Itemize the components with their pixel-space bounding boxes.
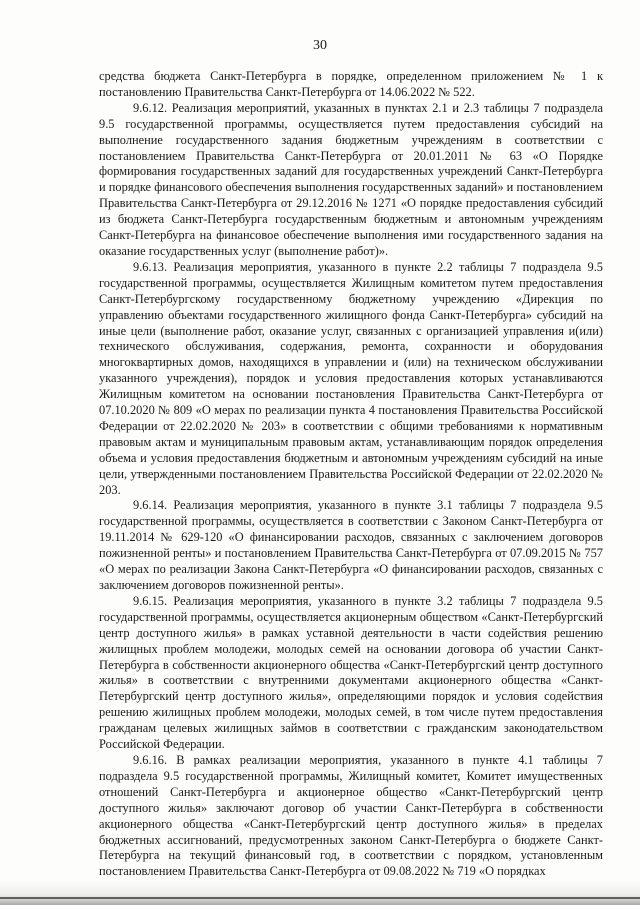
paragraph-9-6-16: 9.6.16. В рамках реализации мероприятия, указанного в пункте 4.1 таблицы 7 подраздела 9.5 государственной программы, Жилищный комитет, Комитет имущественных отношений Санкт-Петербурга и акционерное общество «Санкт-Петербургский центр доступного жилья» заключают договор об участии Санкт-Петербурга в собственности акционерного общества «Санкт-Петербургский центр доступного жилья» в пределах бюджетных ассигнований, предусмотренных законом Санкт-Петербурга о бюджете Санкт-Петербурга на текущий финансовый год, в соответствии с порядком, установленным постановлением Правительства Санкт-Петербурга от 09.08.2022 № 719 «О порядках bbox=[99, 752, 603, 879]
paragraph-continuation: средства бюджета Санкт-Петербурга в порядке, определенном приложением № 1 к постановлению Правительства Санкт-Петербурга от 14.06.2022 № 522. bbox=[99, 69, 603, 99]
paragraph-9-6-13: 9.6.13. Реализация мероприятия, указанного в пункте 2.2 таблицы 7 подраздела 9.5 государственной программы, осуществляется Жилищным комитетом путем предоставления Санкт-Петербургскому государственному бюджетному учреждению «Дирекция по управлению объектами государственного жилищного фонда Санкт-Петербурга» субсидий на иные цели (выполнение работ, оказание услуг, связанных с организацией управления и(или) технического обслуживания, содержания, ремонта, сохранности и оборудования многоквартирных домов, находящихся в управлении и (или) на техническом обслуживании указанного учреждения), порядок и условия предоставления которых устанавливаются Жилищным комитетом на основании постановления Правительства Санкт-Петербурга от 07.10.2020 № 809 «О мерах по реализации пункта 4 постановления Правительства Российской Федерации от 22.02.2020 № 203» в соответствии с общими требованиями к нормативным правовым актам и муниципальным правовым актам, устанавливающим порядок определения объема и условия предоставления бюджетным и автономным учреждениям субсидий на иные цели, утвержденными постановлением Правительства Российской Федерации от 22.02.2020 № 203. bbox=[99, 259, 603, 497]
scan-bottom-edge bbox=[0, 881, 640, 905]
scan-edge-line bbox=[0, 897, 640, 899]
paragraph-9-6-12: 9.6.12. Реализация мероприятий, указанных в пунктах 2.1 и 2.3 таблицы 7 подраздела 9.5 государственной программы, осуществляется путем предоставления субсидий на выполнение государственного задания бюджетным учреждениям в соответствии с постановлением Правительства Санкт-Петербурга от 20.01.2011 № 63 «О Порядке формирования государственных заданий для государственных учреждений Санкт-Петербурга и порядке финансового обеспечения выполнения государственных заданий» и постановлением Правительства Санкт-Петербурга от 29.12.2016 № 1271 «О порядке предоставления субсидий из бюджета Санкт-Петербурга государственным бюджетным и автономным учреждениям Санкт-Петербурга на финансовое обеспечение выполнения ими государственного задания на оказание государственных услуг (выполнение работ)». bbox=[99, 100, 603, 258]
paragraph-9-6-14: 9.6.14. Реализация мероприятия, указанного в пункте 3.1 таблицы 7 подраздела 9.5 государственной программы, осуществляется в соответствии с Законом Санкт-Петербурга от 19.11.2014 № 629-120 «О финансировании расходов, связанных с заключением договоров пожизненной ренты» и постановлением Правительства Санкт-Петербурга от 07.09.2015 № 757 «О мерах по реализации Закона Санкт-Петербурга «О финансировании расходов, связанных с заключением договоров пожизненной ренты». bbox=[99, 498, 603, 592]
paragraph-9-6-15: 9.6.15. Реализация мероприятия, указанного в пункте 3.2 таблицы 7 подраздела 9.5 государственной программы, осуществляется акционерным обществом «Санкт-Петербургский центр доступного жилья» в рамках уставной деятельности в части содействия решению жилищных проблем молодежи, молодых семей на основании договора об участии Санкт-Петербурга в собственности акционерного общества «Санкт-Петербургский центр доступного жилья» в соответствии с внутренними документами акционерного общества «Санкт-Петербургский центр доступного жилья», определяющими порядок и условия содействия решению жилищных проблем молодежи, молодых семей, в том числе путем предоставления гражданам целевых жилищных займов в соответствии с гражданским законодательством Российской Федерации. bbox=[99, 593, 603, 752]
page-number: 30 bbox=[313, 38, 327, 53]
document-body bbox=[99, 69, 603, 880]
